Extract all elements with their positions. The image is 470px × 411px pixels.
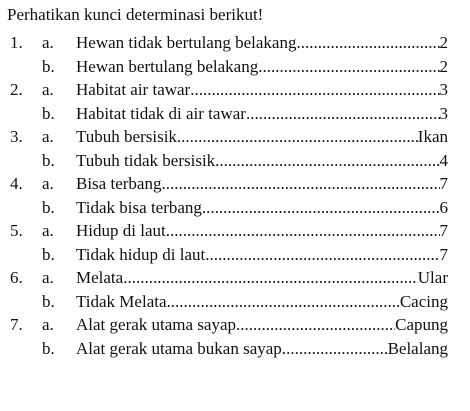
key-row-1a bbox=[0, 31, 470, 55]
couplet-number: 6. bbox=[10, 268, 23, 287]
option-letter: a. bbox=[42, 315, 54, 334]
option-letter: a. bbox=[42, 221, 54, 240]
characteristic-text: Tubuh bersisik bbox=[76, 127, 177, 146]
option-letter: a. bbox=[42, 127, 54, 146]
dot-leader bbox=[166, 219, 440, 243]
characteristic-text: Hewan tidak bertulang belakang bbox=[76, 33, 297, 52]
characteristic-text: Habitat tidak di air tawar bbox=[76, 103, 246, 123]
dot-leader bbox=[167, 290, 400, 314]
dot-leader bbox=[215, 149, 439, 173]
result-target: Ikan bbox=[417, 127, 448, 146]
instruction-text: Perhatikan kunci determinasi berikut! bbox=[7, 5, 264, 24]
key-row-6b bbox=[0, 290, 470, 314]
key-row-5a bbox=[0, 219, 470, 243]
result-target: Capung bbox=[395, 315, 448, 334]
characteristic-text: Melata bbox=[76, 268, 124, 287]
dot-leader bbox=[202, 196, 440, 220]
option-letter: a. bbox=[42, 268, 54, 287]
key-row-5b bbox=[0, 243, 470, 267]
couplet-number: 2. bbox=[10, 80, 23, 99]
characteristic-text: Habitat air tawar bbox=[76, 80, 191, 99]
characteristic-text: Tubuh tidak bersisik bbox=[76, 150, 216, 170]
option-letter: a. bbox=[42, 80, 54, 99]
key-row-7b bbox=[0, 337, 470, 361]
result-target: 7 bbox=[439, 174, 448, 193]
couplet-number: 3. bbox=[10, 127, 23, 146]
characteristic-text: Bisa terbang bbox=[76, 174, 162, 193]
result-target: 2 bbox=[439, 56, 448, 76]
result-target: Belalang bbox=[387, 338, 448, 358]
option-letter: b. bbox=[42, 103, 55, 123]
result-target: 4 bbox=[439, 150, 448, 170]
dot-leader bbox=[236, 313, 395, 337]
key-row-2a bbox=[0, 78, 470, 102]
option-letter: b. bbox=[42, 150, 55, 170]
result-target: 7 bbox=[439, 244, 448, 264]
couplet-number: 5. bbox=[10, 221, 23, 240]
option-letter: b. bbox=[42, 291, 55, 311]
dot-leader bbox=[258, 55, 439, 79]
key-row-4b bbox=[0, 196, 470, 220]
dot-leader bbox=[123, 266, 418, 290]
option-letter: b. bbox=[42, 338, 55, 358]
result-target: 3 bbox=[439, 80, 448, 99]
option-letter: b. bbox=[42, 244, 55, 264]
option-letter: b. bbox=[42, 56, 55, 76]
characteristic-text: Hewan bertulang belakang bbox=[76, 56, 259, 76]
dot-leader bbox=[190, 78, 439, 102]
dot-leader bbox=[296, 31, 439, 55]
dot-leader bbox=[161, 172, 439, 196]
characteristic-text: Tidak Melata bbox=[76, 291, 167, 311]
couplet-number: 1. bbox=[10, 33, 23, 52]
dot-leader bbox=[246, 102, 440, 126]
result-target: Cacing bbox=[399, 291, 448, 311]
result-target: 6 bbox=[439, 197, 448, 217]
result-target: 2 bbox=[439, 33, 448, 52]
dot-leader bbox=[205, 243, 439, 267]
couplet-number: 7. bbox=[10, 315, 23, 334]
characteristic-text: Alat gerak utama bukan sayap bbox=[76, 338, 282, 358]
result-target: 7 bbox=[439, 221, 448, 240]
key-row-3b bbox=[0, 149, 470, 173]
option-letter: a. bbox=[42, 174, 54, 193]
characteristic-text: Alat gerak utama sayap bbox=[76, 315, 237, 334]
option-letter: b. bbox=[42, 197, 55, 217]
dot-leader bbox=[177, 125, 418, 149]
key-row-1b bbox=[0, 55, 470, 79]
characteristic-text: Tidak bisa terbang bbox=[76, 197, 202, 217]
key-row-2b bbox=[0, 102, 470, 126]
characteristic-text: Tidak hidup di laut bbox=[76, 244, 206, 264]
result-target: Ular bbox=[417, 268, 448, 287]
key-row-4a bbox=[0, 172, 470, 196]
characteristic-text: Hidup di laut bbox=[76, 221, 166, 240]
key-row-7a bbox=[0, 313, 470, 337]
key-row-6a bbox=[0, 266, 470, 290]
option-letter: a. bbox=[42, 33, 54, 52]
key-row-3a bbox=[0, 125, 470, 149]
determination-key bbox=[0, 31, 470, 360]
result-target: 3 bbox=[439, 103, 448, 123]
dot-leader bbox=[282, 337, 388, 361]
couplet-number: 4. bbox=[10, 174, 23, 193]
